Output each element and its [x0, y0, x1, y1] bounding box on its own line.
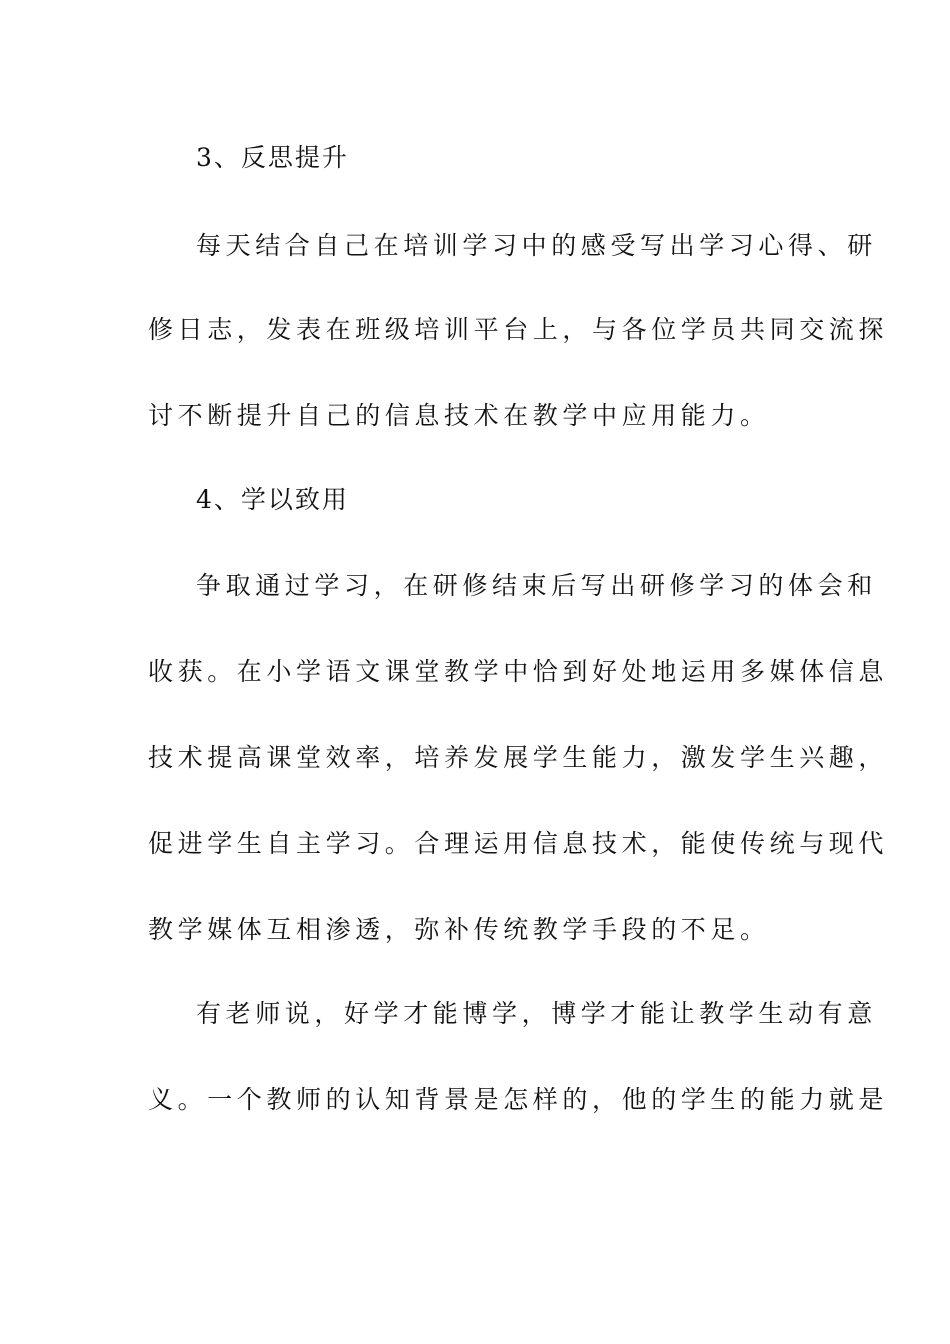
paragraph-line: 收获。在小学语文课堂教学中恰到好处地运用多媒体信息 — [148, 657, 889, 686]
paragraph-line: 义。一个教师的认知背景是怎样的，他的学生的能力就是 — [148, 1085, 889, 1114]
paragraph-line: 争取通过学习，在研修结束后写出研修学习的体会和 — [196, 571, 877, 600]
paragraph-line: 有老师说，好学才能博学，博学才能让教学生动有意 — [196, 999, 877, 1028]
paragraph-line: 促进学生自主学习。合理运用信息技术，能使传统与现代 — [148, 829, 889, 858]
paragraph-line: 修日志，发表在班级培训平台上，与各位学员共同交流探 — [148, 315, 889, 344]
paragraph-line: 讨不断提升自己的信息技术在教学中应用能力。 — [148, 401, 770, 430]
section-heading-apply: 4、学以致用 — [196, 485, 349, 514]
paragraph-line: 技术提高课堂效率，培养发展学生能力，激发学生兴趣， — [148, 743, 889, 772]
section-heading-reflect: 3、反思提升 — [196, 143, 349, 172]
paragraph-line: 每天结合自己在培训学习中的感受写出学习心得、研 — [196, 231, 877, 260]
paragraph-line: 教学媒体互相渗透，弥补传统教学手段的不足。 — [148, 915, 770, 944]
